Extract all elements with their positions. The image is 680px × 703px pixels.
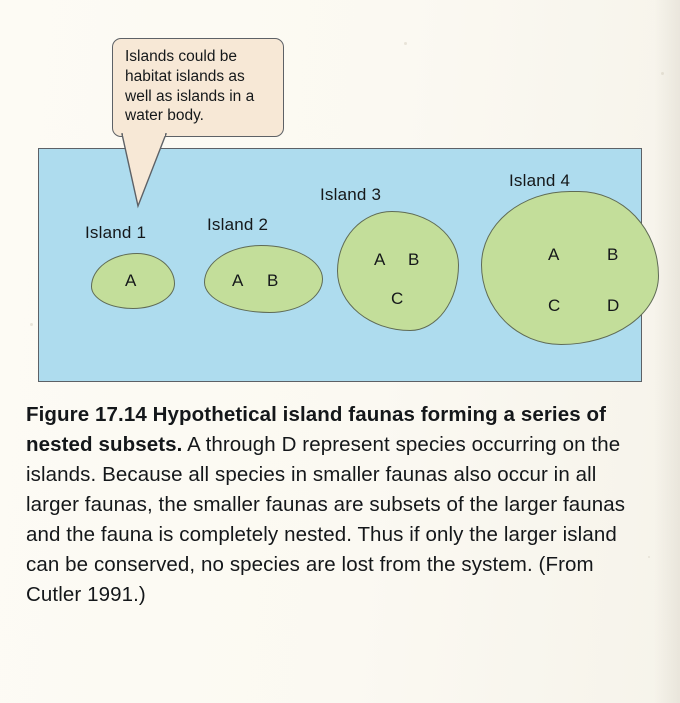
island-4-species-a: A [548,245,560,264]
island-3-species-c: C [391,289,404,308]
island-label-4: Island 4 [509,171,571,190]
island-label-2: Island 2 [207,215,269,234]
caption-body: A through D represent species occurring on the islands. Because all species in smaller faunas also occur in all larger faunas, the smaller faunas are subsets of the larger faunas and the fauna is completely nested. Thus if only the larger island can be conserved, no species are lost from the system. (From Cutler 1991.) [26,432,626,606]
island-4-species-c: C [548,296,561,315]
figure-caption [26,400,654,609]
island-3-species-b: B [408,250,420,269]
page-edge-shadow [654,0,680,703]
paper-speck [404,42,407,45]
island-2-species-b: B [267,271,279,290]
paper-speck [30,323,33,326]
island-4-species-d: D [607,296,620,315]
island-shape-3 [337,211,459,331]
island-shape-2 [204,245,323,313]
island-label-3: Island 3 [320,185,382,204]
paper-speck [661,72,664,75]
island-4-species-b: B [607,245,619,264]
island-1-species-a: A [125,271,137,290]
callout-tail-icon [112,130,192,220]
callout-bubble [112,38,284,137]
island-2-species-a: A [232,271,244,290]
caption-figure-number: Figure 17.14 [26,403,147,426]
island-label-1: Island 1 [85,223,147,242]
caption-title: Hypothetical island faunas forming a series of nested subsets. [26,403,607,456]
callout-text: Islands could be habitat islands as well as islands in a water body. [125,48,255,125]
island-3-species-a: A [374,250,386,269]
island-shape-4 [481,191,659,345]
